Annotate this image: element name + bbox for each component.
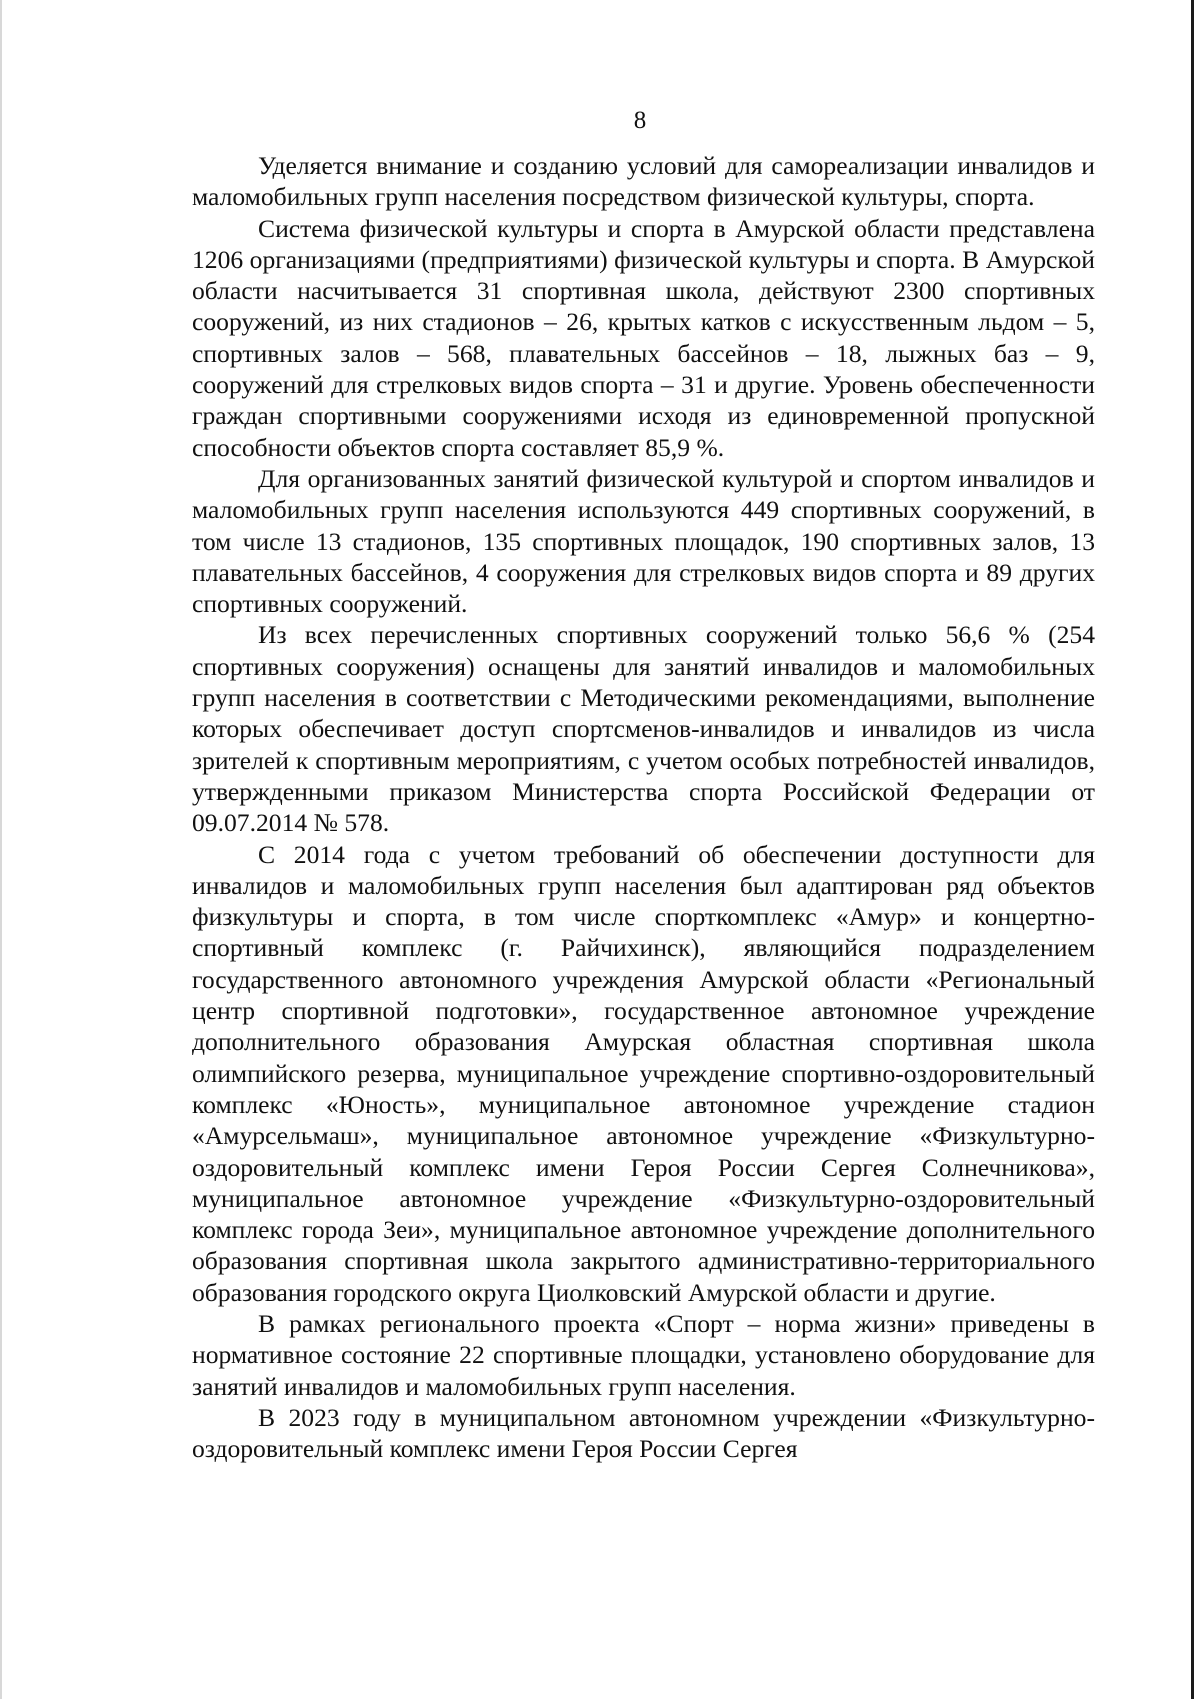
document-body [192, 150, 1095, 1464]
paragraph-5: С 2014 года с учетом требований об обеспечении доступности для инвалидов и маломобильных групп населения был адаптирован ряд объектов физкультуры и спорта, в том числе спорткомплекс «Амур» и концертно-спортивный комплекс (г. Райчихинск), являющийся подразделением государственного автономного учреждения Амурской области «Региональный центр спортивной подготовки», государственное автономное учреждение дополнительного образования Амурская областная спортивная школа олимпийского резерва, муниципальное учреждение спортивно-оздоровительный комплекс «Юность», муниципальное автономное учреждение стадион «Амурсельмаш», муниципальное автономное учреждение «Физкультурно-оздоровительный комплекс имени Героя России Сергея Солнечникова», муниципальное автономное учреждение «Физкультурно-оздоровительный комплекс города Зеи», муниципальное автономное учреждение дополнительного образования спортивная школа закрытого административно-территориального образования городского округа Циолковский Амурской области и другие. [192, 839, 1095, 1307]
scan-right-edge [1191, 0, 1194, 1699]
scan-left-edge [0, 0, 2, 1699]
paragraph-1: Уделяется внимание и созданию условий для самореализации инвалидов и маломобильных групп населения посредством физической культуры, спорта. [192, 151, 1095, 212]
paragraph-6: В рамках регионального проекта «Спорт – норма жизни» приведены в нормативное состояние 22 спортивные площадки, установлено оборудование для занятий инвалидов и маломобильных групп населения. [192, 1308, 1095, 1401]
paragraph-4: Из всех перечисленных спортивных сооружений только 56,6 % (254 спортивных сооружения) оснащены для занятий инвалидов и маломобильных групп населения в соответствии с Методическими рекомендациями, выполнение которых обеспечивает доступ спортсменов-инвалидов и инвалидов из числа зрителей к спортивным мероприятиям, с учетом особых потребностей инвалидов, утвержденными приказом Министерства спорта Российской Федерации от 09.07.2014 № 578. [192, 620, 1095, 838]
paragraph-3: Для организованных занятий физической культурой и спортом инвалидов и маломобильных групп населения используются 449 спортивных сооружений, в том числе 13 стадионов, 135 спортивных площадок, 190 спортивных залов, 13 плавательных бассейнов, 4 сооружения для стрелковых видов спорта и 89 других спортивных сооружений. [192, 463, 1095, 619]
paragraph-7: В 2023 году в муниципальном автономном учреждении «Физкультурно-оздоровительный комплекс имени Героя России Сергея [192, 1402, 1095, 1464]
paragraph-2: Система физической культуры и спорта в Амурской области представлена 1206 организациями (предприятиями) физической культуры и спорта. В Амурской области насчитывается 31 спортивная школа, действуют 2300 спортивных сооружений, из них стадионов – 26, крытых катков с искусственным льдом – 5, спортивных залов – 568, плавательных бассейнов – 18, лыжных баз – 9, сооружений для стрелковых видов спорта – 31 и другие. Уровень обеспеченности граждан спортивными сооружениями исходя из единовременной пропускной способности объектов спорта составляет 85,9 %. [192, 213, 1095, 462]
page-number: 8 [633, 107, 647, 134]
